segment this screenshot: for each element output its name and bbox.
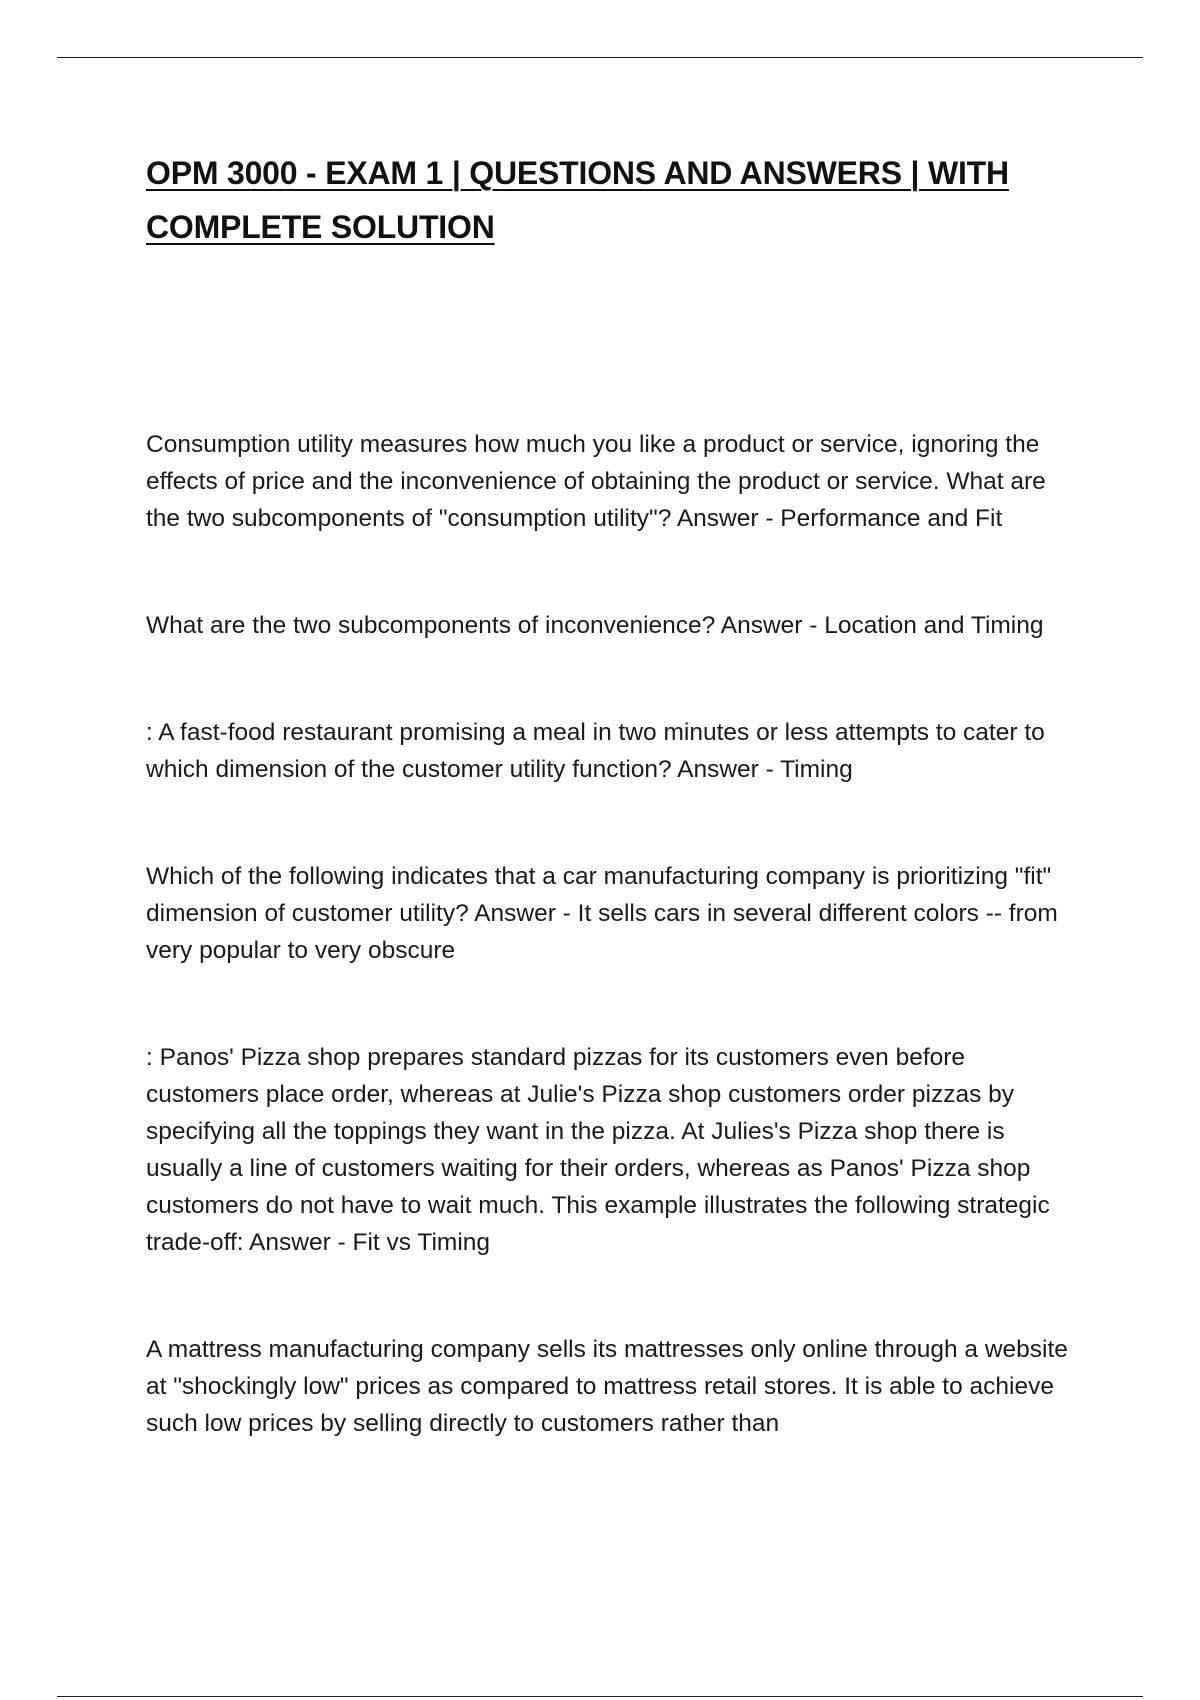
- qa-item-mattress: A mattress manufacturing company sells its mattresses only online through a website at "shockingly low" prices as compared to mattress retail stores. It is able to achieve such low prices by selling directly to customers rather than: [146, 1336, 1068, 1437]
- document-title: OPM 3000 - EXAM 1 | QUESTIONS AND ANSWERS | WITH COMPLETE SOLUTION: [146, 155, 1009, 245]
- document-header: [146, 146, 1076, 254]
- header-rule: [57, 57, 1143, 58]
- qa-item-inconvenience: What are the two subcomponents of inconvenience? Answer - Location and Timing: [146, 612, 1044, 639]
- qa-item-pizza-tradeoff: : Panos' Pizza shop prepares standard pizzas for its customers even before customers place order, whereas at Julie's Pizza shop customers order pizzas by specifying all the toppings they want in the pizza. At Julies's Pizza shop there is usually a line of customers waiting for their orders, whereas as Panos' Pizza shop customers do not have to wait much. This example illustrates the following strategic trade-off: Answer - Fit vs Timing: [146, 1044, 1050, 1256]
- qa-item-consumption-utility: Consumption utility measures how much you like a product or service, ignoring the effects of price and the inconvenience of obtaining the product or service. What are the two subcomponents of "consumption utility"? Answer - Performance and Fit: [146, 431, 1046, 532]
- qa-item-fast-food: : A fast-food restaurant promising a meal in two minutes or less attempts to cater to which dimension of the customer utility function? Answer - Timing: [146, 719, 1045, 783]
- footer-rule: [57, 1696, 1143, 1697]
- qa-list: [146, 426, 1076, 1512]
- qa-item-car-fit: Which of the following indicates that a car manufacturing company is prioritizing "fit" dimension of customer utility? Answer - It sells cars in several different colors -- from very popular to very obscure: [146, 863, 1058, 964]
